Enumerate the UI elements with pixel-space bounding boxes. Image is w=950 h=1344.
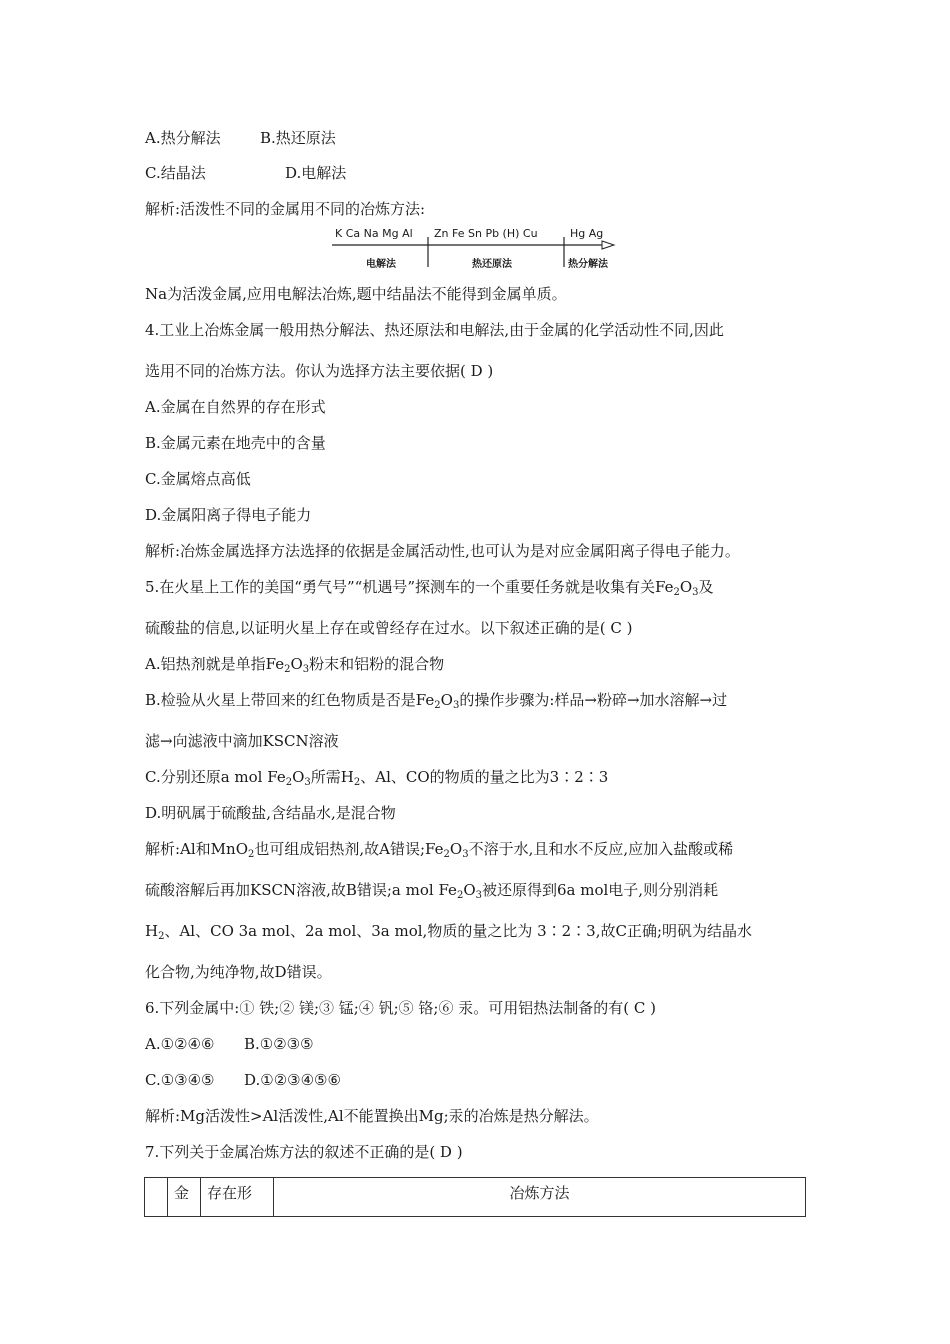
q5-stem-line2: 硫酸盐的信息,以证明火星上存在或曾经存在过水。以下叙述正确的是( C ) [145, 619, 633, 637]
q3-option-b: B.热还原法 [260, 129, 336, 147]
label-electrolysis: 电解法 [366, 259, 396, 270]
q4-option-d: D.金属阳离子得电子能力 [145, 506, 312, 524]
q3-option-d: D.电解法 [285, 164, 347, 182]
q6-option-a: A.①②④⑥ [145, 1035, 215, 1053]
label-thermal-reduction: 热还原法 [472, 259, 512, 270]
q5-stem-line1: 5.在火星上工作的美国“勇气号”“机遇号”探测车的一个重要任务就是收集有关$Fe_2O_3$及 [145, 578, 714, 598]
table-header-cell: 存在形 [201, 1178, 274, 1217]
q3-analysis: 解析:活泼性不同的金属用不同的冶炼方法: [145, 200, 426, 218]
table-header-cell [145, 1178, 168, 1217]
q5-analysis-line2: 硫酸溶解后再加KSCN溶液,故B错误;a mol $Fe_2O_3$被还原得到6a mol电子,则分别消耗 [145, 881, 719, 901]
q3-conclusion: Na为活泼金属,应用电解法冶炼,题中结晶法不能得到金属单质。 [145, 285, 567, 303]
q6-stem: 6.下列金属中:① 铁;② 镁;③ 锰;④ 钒;⑤ 铬;⑥ 汞。可用铝热法制备的有( C ) [145, 999, 656, 1017]
q4-stem-line2: 选用不同的冶炼方法。你认为选择方法主要依据( D ) [145, 362, 494, 380]
q5-option-c: C.分别还原a mol $Fe_2O_3$所需$H_2$、Al、CO的物质的量之比为3∶2∶3 [145, 768, 609, 788]
q7-stem: 7.下列关于金属冶炼方法的叙述不正确的是( D ) [145, 1143, 463, 1161]
q5-option-d: D.明矾属于硫酸盐,含结晶水,是混合物 [145, 804, 396, 822]
metal-activity-diagram [330, 227, 620, 271]
q5-option-a: A.铝热剂就是单指$Fe_2O_3$粉末和铝粉的混合物 [145, 655, 445, 675]
table-header-row [145, 1178, 806, 1217]
q4-option-a: A.金属在自然界的存在形式 [145, 398, 326, 416]
q5-analysis-line4: 化合物,为纯净物,故D错误。 [145, 963, 332, 981]
table-header-cell: 冶炼方法 [274, 1178, 806, 1217]
q5-analysis-line3: $H_2$、Al、CO 3a mol、2a mol、3a mol,物质的量之比为 3∶2∶3,故C正确;明矾为结晶水 [145, 922, 753, 942]
label-thermal-decomposition: 热分解法 [568, 259, 608, 270]
q4-analysis: 解析:冶炼金属选择方法选择的依据是金属活动性,也可认为是对应金属阳离子得电子能力。 [145, 542, 740, 560]
metals-group-electrolysis: K Ca Na Mg Al [335, 227, 413, 240]
q6-option-d: D.①②③④⑤⑥ [244, 1071, 341, 1089]
metals-group-reduction: Zn Fe Sn Pb (H) Cu [434, 227, 538, 240]
q4-option-c: C.金属熔点高低 [145, 470, 251, 488]
q3-option-c: C.结晶法 [145, 164, 206, 182]
q5-option-b-line2: 滤→向滤液中滴加KSCN溶液 [145, 732, 339, 750]
q7-table [144, 1177, 806, 1217]
table-header-cell: 金 [168, 1178, 201, 1217]
q5-option-b: B.检验从火星上带回来的红色物质是否是$Fe_2O_3$的操作步骤为:样品→粉碎→加水溶解→过 [145, 691, 728, 711]
q4-option-b: B.金属元素在地壳中的含量 [145, 434, 326, 452]
q6-option-c: C.①③④⑤ [145, 1071, 215, 1089]
q3-option-a: A.热分解法 [145, 129, 221, 147]
q5-analysis-line1: 解析:Al和MnO$_2$也可组成铝热剂,故A错误$;Fe_2O_3$不溶于水,且和水不反应,应加入盐酸或稀 [145, 840, 734, 860]
q4-stem-line1: 4.工业上冶炼金属一般用热分解法、热还原法和电解法,由于金属的化学活动性不同,因此 [145, 321, 724, 339]
metals-group-decomposition: Hg Ag [570, 227, 604, 240]
q6-analysis: 解析:Mg活泼性>Al活泼性,Al不能置换出Mg;汞的冶炼是热分解法。 [145, 1107, 599, 1125]
q6-option-b: B.①②③⑤ [244, 1035, 314, 1053]
